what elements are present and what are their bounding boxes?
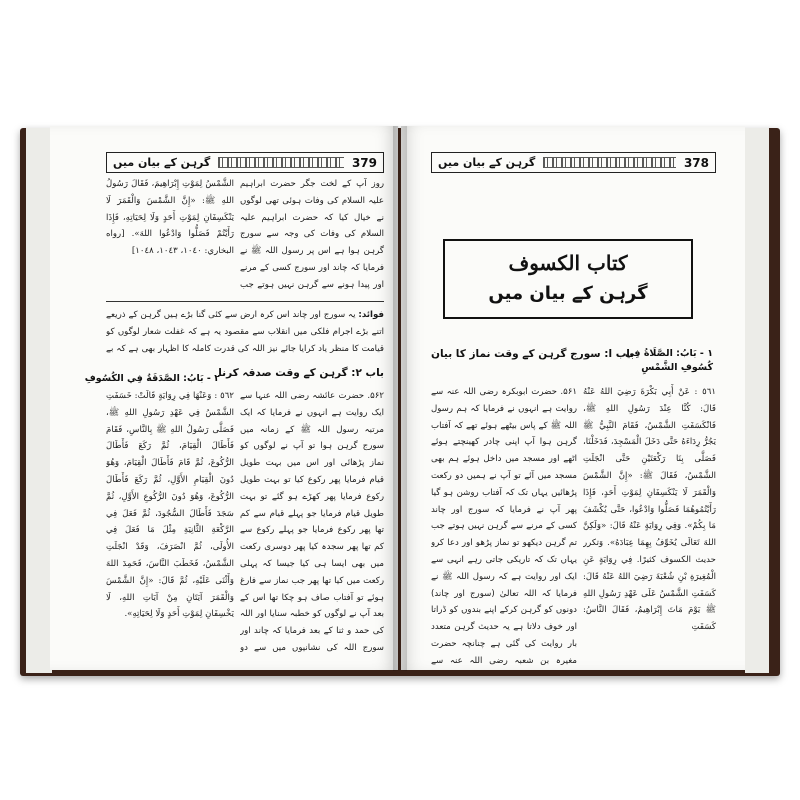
left-bab-arabic: ٢ - بَابُ: الصَّدَقَةُ فِي الكُسُوفِ — [84, 373, 220, 384]
fawaid-text: یہ سورج اور چاند اس کرہ ارض سے کئی گنا بڑے ہیں گرہن کے ذریعے اتنے بڑے اجرام فلکی میں انقلاب سے مقصود یہ ہے کہ غفلت شعار لوگوں کو قیامت کا منظر یاد کرایا جائے نیز اللہ کی قدرت کاملہ کا اظہار بھی ہے کہ بے — [106, 310, 384, 354]
book-title-urdu: گرہن کے بیان میں — [488, 283, 648, 304]
right-page-number: 378 — [683, 155, 709, 170]
right-bab-arabic: ١ - بَابُ: الصَّلَاةُ فِي كُسُوفِ الشَّمْسِ — [624, 348, 713, 373]
fawaid-note — [106, 307, 384, 359]
right-header-title: گرہن کے بیان میں — [438, 156, 536, 169]
left-header-title: گرہن کے بیان میں — [113, 156, 211, 169]
left-page-number: 379 — [351, 155, 377, 170]
right-page — [401, 126, 745, 670]
header-ornament — [543, 157, 676, 168]
section-divider — [106, 301, 384, 302]
left-top-arabic: الشَّمْسُ لِمَوْتِ إِبْرَاهِيمَ، فَقَالَ رَسُولُ اللهِ ﷺ: «إِنَّ الشَّمْسَ وَالْقَمَرَ لَا يَنْكَسِفَانِ لِمَوْتِ أَحَدٍ وَلَا لِحَيَاتِهِ، فَإِذَا رَأَيْتُمْ فَصَلُّوا وَادْعُوا اللهَ». [رواه البخاري: ١٠٤٠، ١٠٤٣، ١٠٤٨] — [106, 179, 234, 257]
book-title-box — [443, 239, 693, 319]
left-hadith-arabic: ٥٦٢ : وَعَنْهَا فِي رِوَايَةٍ قَالَتْ: خَسَفَتِ الشَّمْسُ فِي عَهْدِ رَسُولِ اللهِ ﷺ، فَصَلَّى رَسُولُ اللهِ ﷺ بِالنَّاسِ، فَقَامَ فَأَطَالَ الْقِيَامَ، ثُمَّ رَكَعَ فَأَطَالَ الرُّكُوعَ، ثُمَّ قَامَ فَأَطَالَ الْقِيَامَ، وَهُوَ دُونَ الْقِيَامِ الأَوَّلِ، ثُمَّ رَكَعَ فَأَطَالَ الرُّكُوعَ، وَهُوَ دُونَ الرُّكُوعِ الأَوَّلِ، ثُمَّ سَجَدَ فَأَطَالَ السُّجُودَ، ثُمَّ فَعَلَ فِي الرَّكْعَةِ الثَّانِيَةِ مِثْلَ مَا فَعَلَ فِي الأُولَى، ثُمَّ انْصَرَفَ، وَقَدْ انْجَلَتِ الشَّمْسُ، فَخَطَبَ النَّاسَ، فَحَمِدَ اللهَ وَأَثْنَى عَلَيْهِ، ثُمَّ قَالَ: «إِنَّ الشَّمْسَ وَالْقَمَرَ آيَتَانِ مِنْ آيَاتِ اللهِ، لَا يَخْسِفَانِ لِمَوْتِ أَحَدٍ وَلَا لِحَيَاتِهِ». — [106, 391, 234, 620]
book-title-arabic: كتاب الكسوف — [508, 251, 628, 275]
right-bab-urdu: باب ا: سورج گرہن کے وقت نماز کا بیان — [431, 348, 635, 360]
right-hadith-arabic: ٥٦١ : عَنْ أَبِي بَكْرَةَ رَضِيَ اللهُ عَنْهُ قَالَ: كُنَّا عِنْدَ رَسُولِ اللهِ ﷺ، فَانْكَسَفَتِ الشَّمْسُ، فَقَامَ النَّبِيُّ ﷺ يَجُرُّ رِدَاءَهُ حَتَّى دَخَلَ الْمَسْجِدَ، فَدَخَلْنَا، فَصَلَّى بِنَا رَكْعَتَيْنِ حَتَّى انْجَلَتِ الشَّمْسُ، فَقَالَ ﷺ: «إِنَّ الشَّمْسَ وَالْقَمَرَ لَا يَنْكَسِفَانِ لِمَوْتِ أَحَدٍ، فَإِذَا رَأَيْتُمُوهُمَا فَصَلُّوا وَادْعُوا، حَتَّى يُكْشَفَ مَا بِكُمْ». وَفِي رِوَايَةٍ عَنْهُ قَالَ: «وَلَكِنَّ اللهَ تَعَالَى يُخَوِّفُ بِهِمَا عِبَادَهُ». وَتكرر حديث الكسوف كثيرًا. فِي رِوَايَةٍ عَنِ الْمُغِيرَةِ بْنِ شُعْبَةَ رَضِيَ اللهُ عَنْهُ قَالَ: كَسَفَتِ الشَّمْسُ عَلَى عَهْدِ رَسُولِ اللهِ ﷺ يَوْمَ مَاتَ إِبْرَاهِيمُ، فَقَالَ النَّاسُ: كَسَفَتِ — [583, 387, 716, 633]
left-page — [50, 126, 398, 670]
right-page-header — [431, 152, 716, 173]
book-gutter — [393, 126, 407, 671]
left-page-block — [26, 128, 52, 673]
left-top-urdu: روز آپ کے لخت جگر حضرت ابراہیم علیہ السلام کی وفات ہوئی تھی لوگوں نے خیال کیا کہ حضرت ابراہیم علیہ السلام کی وفات کی وجہ سے سورج گرہن ہوا ہے اس پر رسول اللہ ﷺ نے فرمایا کہ چاند اور سورج کسی کے مرنے اور پیدا ہونے سے گرہن نہیں ہوتے جب — [240, 179, 384, 290]
fawaid-label: فوائد: — [358, 310, 384, 320]
left-bab-urdu: باب ۲: گرہن کے وقت صدقہ کرنا — [218, 367, 384, 379]
right-page-block — [745, 128, 769, 673]
left-page-header — [106, 152, 384, 173]
right-hadith-urdu: ۵۶۱. حضرت ابوبکرہ رضی اللہ عنہ سے روایت ہے انہوں نے فرمایا کہ ہم رسول اللہ ﷺ کے پاس بیٹھے ہوئے تھے کہ آفتاب گرہن ہوا آپ اپنی چادر کھینچتے ہوئے اٹھے اور مسجد میں داخل ہوئے ہم بھی مسجد میں آئے تو آپ نے ہمیں دو رکعت پڑھائیں یہاں تک کہ آفتاب روشن ہو گیا پھر آپ نے فرمایا کہ سورج اور چاند کسی کے مرنے سے گرہن نہیں ہوتے جب تم گرہن دیکھو تو نماز پڑھو اور دعا کرو یہاں تک کہ تاریکی جاتی رہے انہی سے ایک اور روایت ہے کہ رسول اللہ ﷺ نے فرمایا کہ اللہ تعالیٰ (سورج اور چاند) دونوں کو گرہن کرکے اپنے بندوں کو ڈراتا اور خوف دلاتا ہے یہ حدیث گرہن متعدد بار روایت کی گئی ہے چنانچہ حضرت مغیرہ بن شعبہ رضی اللہ عنہ سے — [431, 387, 577, 666]
header-ornament — [218, 157, 344, 168]
left-hadith-urdu: ۵۶۲. حضرت عائشہ رضی اللہ عنہا سے ایک روایت ہے انہوں نے فرمایا کہ ایک مرتبہ رسول اللہ ﷺ کے زمانہ میں سورج گرہن ہوا تو آپ نے لوگوں کو نماز پڑھائی اور اس میں بہت طویل قیام فرمایا پھر رکوع کیا تو بہت طویل رکوع فرمایا پھر کھڑے ہو گئے تو بہت طویل قیام فرمایا جو پہلے قیام سے کم تھا پھر رکوع فرمایا جو پہلے رکوع سے کم تھا پھر سجدہ کیا پھر دوسری رکعت میں بھی ایسا ہی کیا جیسا کہ پہلی رکعت میں کیا تھا پھر جب نماز سے فارغ ہوئے تو آفتاب صاف ہو چکا تھا اس کے بعد آپ نے لوگوں کو خطبہ سنایا اور اللہ کی حمد و ثنا کے بعد فرمایا کہ چاند اور سورج اللہ کی نشانیوں میں سے دو — [240, 391, 384, 652]
